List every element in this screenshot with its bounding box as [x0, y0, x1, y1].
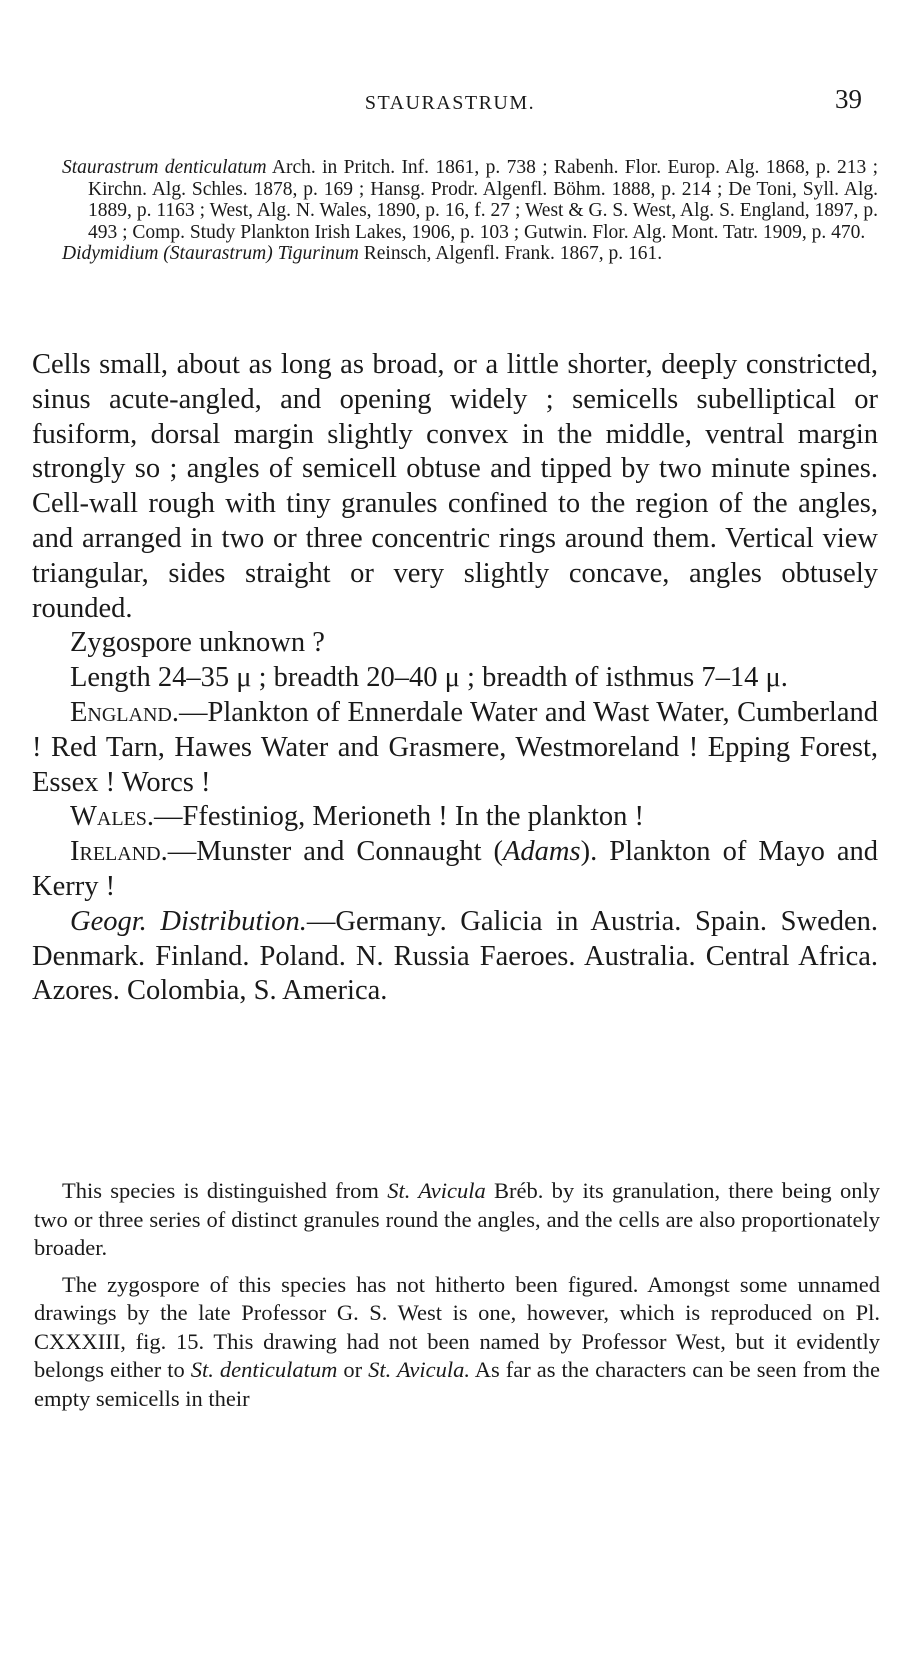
synonym-name: Didymidium (Staurastrum) Tigurinum [62, 243, 359, 264]
distribution-wales [32, 800, 878, 835]
remark-text: This species is distinguished from [62, 1178, 388, 1203]
remarks [34, 1177, 880, 1421]
remark-paragraph [34, 1271, 880, 1414]
running-head: STAURASTRUM. [364, 92, 536, 114]
remark-paragraph [34, 1177, 880, 1263]
species-name: St. Avicula. [368, 1357, 471, 1382]
authority: Adams [503, 836, 581, 868]
zygospore-note: Zygospore unknown ? [70, 627, 325, 659]
geogr-countries: —Germany. Galicia in Austria. Spain. Sweden. Denmark. Finland. Poland. N. Russia Faeroes. Australia. Central Africa. Azores. Colombia, S. America. [32, 905, 878, 1007]
remark-text: or [337, 1357, 369, 1382]
species-name: St. denticulatum [190, 1357, 338, 1382]
remark-text: As far as the characters can be seen from the empty semicells in their [34, 1357, 880, 1411]
remark-text: The zygospore of this species has not hitherto been figured. Amongst some unnamed drawings by the late Professor G. S. West is one, however, which is reproduced on Pl. CXXXIII, fig. 15. This drawing had not been named by Professor West, but it evidently belongs either to [34, 1271, 880, 1382]
region-label-wales: Wales. [70, 801, 155, 833]
synonymy-block [62, 157, 878, 265]
geogr-label: Geogr. Distribution. [70, 905, 307, 937]
distribution-ireland [32, 835, 878, 905]
localities-wales: —Ffestiniog, Merioneth ! In the plankton ! [154, 801, 644, 833]
species-description [32, 348, 878, 1009]
dimensions: Length 24–35 μ ; breadth 20–40 μ ; breadth of isthmus 7–14 μ. [70, 662, 788, 694]
synonym-citations: Arch. in Pritch. Inf. 1861, p. 738 ; Rabenh. Flor. Europ. Alg. 1868, p. 213 ; Kirchn. Alg. Schles. 1878, p. 169 ; Hansg. Prodr. Algenfl. Böhm. 1888, p. 214 ; De Toni, Syll. Alg. 1889, p. 1163 ; West, Alg. N. Wales, 1890, p. 16, f. 27 ; West & G. S. West, Alg. S. England, 1897, p. 493 ; Comp. Study Plankton Irish Lakes, 1906, p. 103 ; Gutwin. Flor. Alg. Mont. Tatr. 1909, p. 470. [88, 157, 878, 243]
distribution-england [32, 696, 878, 800]
page-header [0, 84, 900, 118]
synonym-entry [62, 243, 878, 265]
cell-description: Cells small, about as long as broad, or a little shorter, deeply constricted, sinus acute-angled, and opening widely ; semicells subelliptical or fusiform, dorsal margin slightly convex in the middle, ventral margin strongly so ; angles of semicell obtuse and tipped by two minute spines. Cell-wall rough with tiny granules confined to the region of the angles, and arranged in two or three concentric rings around them. Vertical view triangular, sides straight or very slightly concave, angles obtusely rounded. [32, 349, 878, 624]
synonym-name: Staurastrum denticulatum [62, 157, 267, 178]
region-label-england: England. [70, 696, 179, 728]
species-name: St. Avicula [387, 1178, 486, 1203]
synonym-citations: Reinsch, Algenfl. Frank. 1867, p. 161. [358, 243, 663, 264]
localities-england: —Plankton of Ennerdale Water and Wast Water, Cumberland ! Red Tarn, Hawes Water and Grasmere, Westmoreland ! Epping Forest, Essex ! Worcs ! [32, 696, 878, 798]
page-number: 39 [835, 84, 862, 114]
geographic-distribution [32, 905, 878, 1009]
localities-ireland-b: ). Plankton of Mayo and Kerry ! [32, 836, 878, 902]
remark-text: Bréb. by its granulation, there being only two or three series of distinct granules round the angles, and the cells are also proportionately broader. [34, 1178, 880, 1260]
localities-ireland-a: —Munster and Connaught ( [167, 836, 503, 868]
region-label-ireland: Ireland. [70, 836, 168, 868]
synonym-entry [62, 157, 878, 243]
